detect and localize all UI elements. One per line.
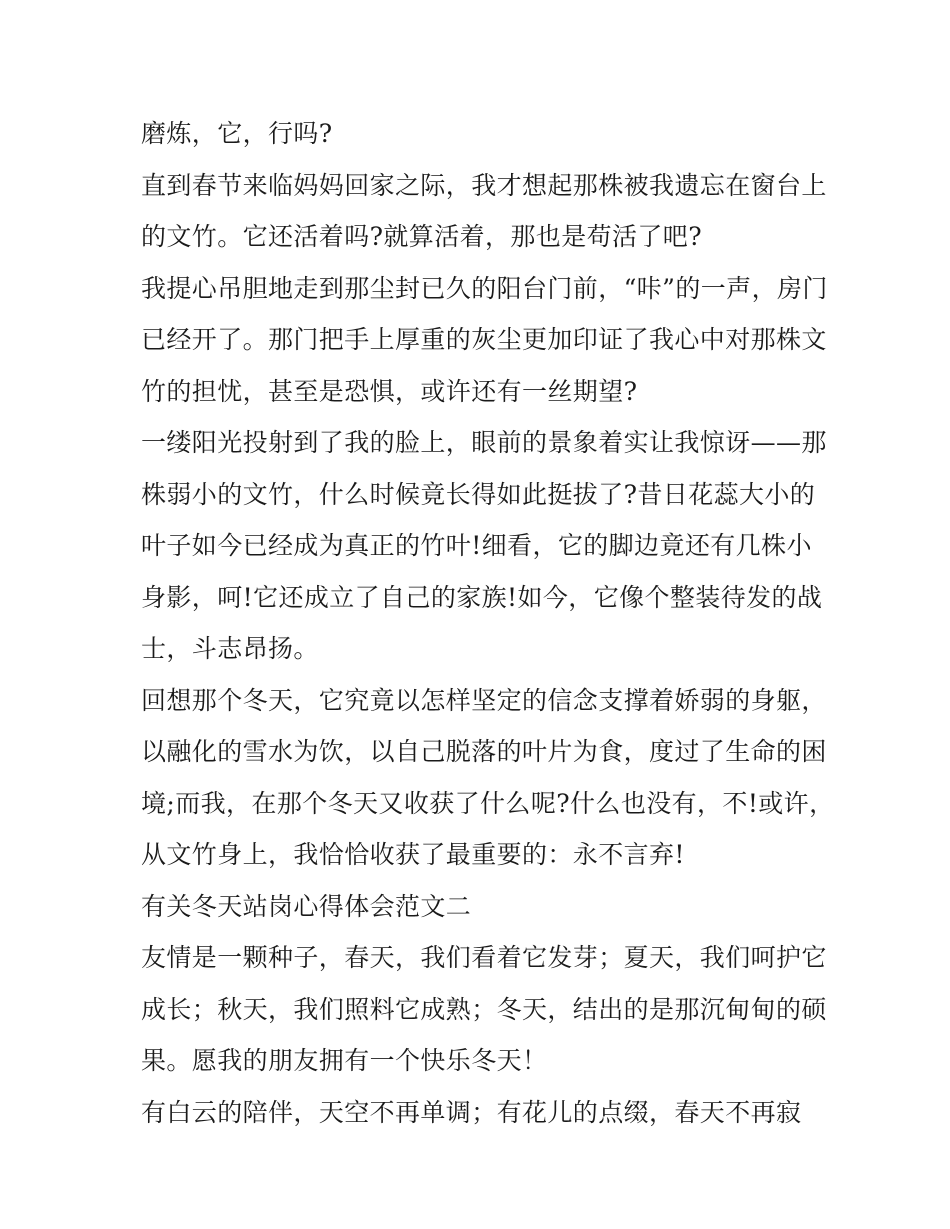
text-line: 身影，呵!它还成立了自己的家族!如今，它像个整装待发的战 (141, 582, 823, 612)
text-line: 士，斗志昂扬。 (141, 634, 319, 663)
text-line: 果。愿我的朋友拥有一个快乐冬天！ (141, 1046, 548, 1075)
text-line: 已经开了。那门把手上厚重的灰尘更加印证了我心中对那株文 (141, 325, 827, 354)
text-line: 有白云的陪伴，天空不再单调；有花儿的点缀，春天不再寂 (141, 1097, 802, 1127)
section-heading: 有关冬天站岗心得体会范文二 (141, 891, 472, 921)
text-line: 我提心吊胆地走到那尘封已久的阳台门前，“咔”的一声，房门 (141, 273, 828, 303)
text-line: 叶子如今已经成为真正的竹叶!细看，它的脚边竟还有几株小 (141, 531, 812, 560)
text-line: 的文竹。它还活着吗?就算活着，那也是苟活了吧? (141, 222, 703, 251)
text-line: 境;而我，在那个冬天又收获了什么呢?什么也没有，不!或许， (141, 788, 835, 818)
text-line: 一缕阳光投射到了我的脸上，眼前的景象着实让我惊讶——那 (141, 428, 827, 457)
text-line: 从文竹身上，我恰恰收获了最重要的：永不言弃! (141, 840, 685, 869)
text-line: 回想那个冬天，它究竟以怎样坚定的信念支撑着娇弱的身躯， (141, 685, 827, 715)
text-line: 磨炼，它，行吗? (141, 119, 333, 148)
text-line: 竹的担忧，甚至是恐惧，或许还有一丝期望? (141, 376, 638, 406)
text-line: 株弱小的文竹，什么时候竟长得如此挺拔了?昔日花蕊大小的 (141, 479, 816, 509)
text-line: 友情是一颗种子，春天，我们看着它发芽；夏天，我们呵护它 (141, 943, 827, 972)
body-text (141, 108, 835, 1138)
text-line: 以融化的雪水为饮，以自己脱落的叶片为食，度过了生命的困 (141, 737, 827, 766)
text-line: 直到春节来临妈妈回家之际，我才想起那株被我遗忘在窗台上 (141, 170, 827, 200)
text-line: 成长；秋天，我们照料它成熟；冬天，结出的是那沉甸甸的硕 (141, 994, 827, 1024)
